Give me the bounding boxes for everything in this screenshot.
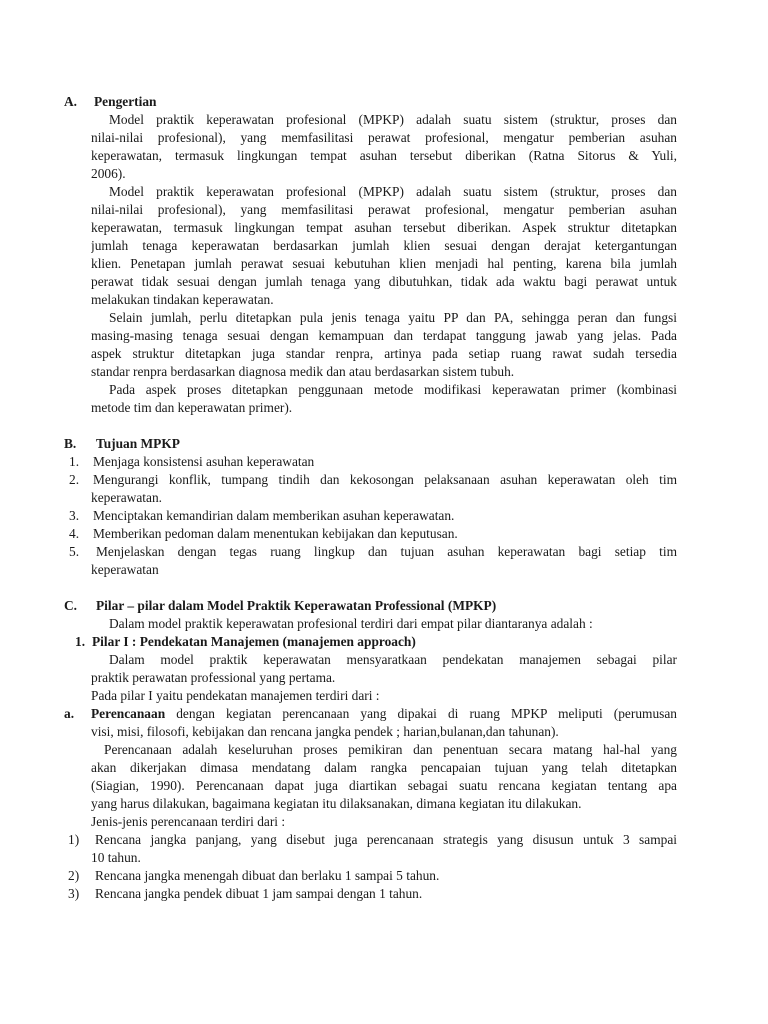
paragraph-line: standar renpra berdasarkan diagnosa medik dan atau berdasarkan sistem tubuh. [91, 364, 515, 379]
section-a-letter: A. [64, 94, 78, 109]
paragraph-line: (Siagian, 1990). Perencanaan dapat juga diartikan sebagai suatu rencana kegiatan tentang apa [91, 778, 677, 793]
item-a-letter: a. [64, 706, 75, 721]
paragraph-line: Pada pilar I yaitu pendekatan manajemen terdiri dari : [91, 688, 380, 703]
item-a-first-line [91, 705, 677, 723]
section-c-heading: Pilar – pilar dalam Model Praktik Keperawatan Professional (MPKP) [96, 598, 497, 613]
list-item: Rencana jangka panjang, yang disebut juga perencanaan strategis yang disusun untuk 3 sampai [95, 832, 677, 847]
list-item: Rencana jangka menengah dibuat dan berlaku 1 sampai 5 tahun. [95, 868, 440, 883]
paragraph-line: klien. Penetapan jumlah perawat sesuai kebutuhan klien menjadi hal penting, karena bila jumlah [91, 256, 677, 271]
paragraph-line: 2006). [91, 166, 126, 181]
paragraph-line: Selain jumlah, perlu ditetapkan pula jenis tenaga yaitu PP dan PA, sehingga peran dan fungsi [109, 310, 677, 325]
paragraph-line: praktik perawatan professional yang pertama. [91, 670, 336, 685]
paragraph-line: keperawatan, termasuk lingkungan tempat asuhan tersebut diberikan (Ratna Sitorus & Yuli, [91, 148, 677, 163]
list-item: Menjaga konsistensi asuhan keperawatan [93, 454, 315, 469]
paragraph-line: melakukan tindakan keperawatan. [91, 292, 274, 307]
list-item: Mengurangi konflik, tumpang tindih dan kekosongan pelaksanaan asuhan keperawatan oleh tim [93, 472, 677, 487]
paragraph-line: keperawatan, termasuk lingkungan tempat asuhan tersebut diberikan. Aspek struktur ditetapkan [91, 220, 677, 235]
paragraph-line: akan dikerjakan dimasa mendatang dalam rangka pencapaian tujuan yang telah ditetapkan [91, 760, 677, 775]
item-a-term: Perencanaan [91, 706, 166, 721]
paragraph-line: Jenis-jenis perencanaan terdiri dari : [91, 814, 286, 829]
list-number: 2. [69, 472, 80, 487]
list-item-continuation: keperawatan. [91, 490, 163, 505]
paragraph-line: perawat tidak sesuai dengan jumlah tenaga yang dibutuhkan, tidak ada waktu bagi perawat untuk [91, 274, 677, 289]
list-item: Rencana jangka pendek dibuat 1 jam sampai dengan 1 tahun. [95, 886, 423, 901]
section-b-letter: B. [64, 436, 77, 451]
section-b-heading: Tujuan MPKP [96, 436, 180, 451]
paragraph-line: yang harus dilakukan, bagaimana kegiatan itu dilaksanakan, dimana kegiatan itu dilakukan. [91, 796, 582, 811]
list-item: Menjelaskan dengan tegas ruang lingkup dan tujuan asuhan keperawatan bagi setiap tim [96, 544, 677, 559]
section-c-letter: C. [64, 598, 78, 613]
list-number: 1. [69, 454, 80, 469]
item-a-rest: dengan kegiatan perencanaan yang dipakai di ruang MPKP meliputi (perumusan [165, 706, 677, 721]
list-number: 1) [68, 832, 80, 847]
list-number: 3. [69, 508, 80, 523]
paragraph-line: Model praktik keperawatan profesional (MPKP) adalah suatu sistem (struktur, proses dan [109, 112, 677, 127]
paragraph-line: masing-masing tenaga sesuai dengan kemampuan dan terdapat tanggung jawab yang jelas. Pada [91, 328, 677, 343]
list-item: Menciptakan kemandirian dalam memberikan asuhan keperawatan. [93, 508, 455, 523]
section-a-heading: Pengertian [94, 94, 157, 109]
paragraph-line: visi, misi, filosofi, kebijakan dan rencana jangka pendek ; harian,bulanan,dan tahunan). [91, 724, 559, 739]
list-item-continuation: 10 tahun. [91, 850, 141, 865]
pilar-number: 1. [75, 634, 86, 649]
section-c-intro: Dalam model praktik keperawatan profesional terdiri dari empat pilar diantaranya adalah : [109, 616, 593, 631]
list-number: 5. [69, 544, 80, 559]
pilar-heading: Pilar I : Pendekatan Manajemen (manajemen approach) [92, 634, 416, 649]
paragraph-line: aspek struktur ditetapkan juga standar renpra, artinya pada setiap ruang rawat sudah tersedia [91, 346, 677, 361]
paragraph-line: Pada aspek proses ditetapkan penggunaan metode modifikasi keperawatan primer (kombinasi [109, 382, 677, 397]
list-number: 3) [68, 886, 80, 901]
list-item: Memberikan pedoman dalam menentukan kebijakan dan keputusan. [93, 526, 458, 541]
paragraph-line: Perencanaan adalah keseluruhan proses pemikiran dan penentuan secara matang hal-hal yang [104, 742, 677, 757]
paragraph-line: Model praktik keperawatan profesional (MPKP) adalah suatu sistem (struktur, proses dan [109, 184, 677, 199]
paragraph-line: jumlah tenaga keperawatan berdasarkan jumlah klien sesuai dengan derajat ketergantungan [91, 238, 677, 253]
paragraph-line: metode tim dan keperawatan primer). [91, 400, 293, 415]
paragraph-line: nilai-nilai profesional), yang memfasilitasi perawat profesional, mengatur pemberian asuhan [91, 130, 677, 145]
list-item-continuation: keperawatan [91, 562, 159, 577]
paragraph-line: Dalam model praktik keperawatan mensyaratkaan pendekatan manajemen sebagai pilar [109, 652, 677, 667]
list-number: 4. [69, 526, 80, 541]
list-number: 2) [68, 868, 80, 883]
paragraph-line: nilai-nilai profesional), yang memfasilitasi perawat profesional, mengatur pemberian asuhan [91, 202, 677, 217]
